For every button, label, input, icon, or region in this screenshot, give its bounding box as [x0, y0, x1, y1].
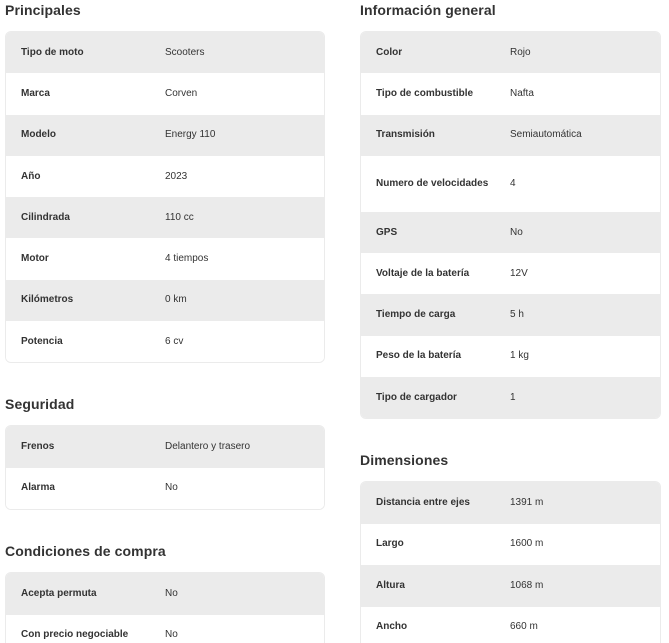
- spec-label: GPS: [376, 226, 398, 238]
- spec-label: Motor: [21, 253, 49, 265]
- spec-label: Largo: [376, 538, 404, 550]
- spec-label: Tiempo de carga: [376, 309, 456, 321]
- informacion-general-title: Información general: [360, 2, 496, 18]
- spec-label: Kilómetros: [21, 294, 74, 306]
- spec-row-kilometros: [6, 280, 324, 321]
- spec-label: Marca: [21, 87, 50, 99]
- spec-value: No: [165, 587, 178, 599]
- spec-value: Energy 110: [165, 129, 216, 141]
- spec-value: 110 cc: [165, 211, 194, 223]
- spec-label: Tipo de cargador: [376, 391, 457, 403]
- spec-row-numero-de-velocidades: [361, 156, 660, 212]
- spec-value: 2023: [165, 170, 188, 182]
- informacion-general-section: [360, 1, 661, 419]
- spec-value: 4: [510, 177, 516, 189]
- seguridad-table: [5, 425, 325, 510]
- spec-label: Año: [21, 170, 41, 182]
- spec-row-frenos: [6, 426, 324, 468]
- spec-label: Peso de la batería: [376, 350, 462, 362]
- spec-label: Tipo de combustible: [376, 87, 474, 99]
- spec-value: 12V: [510, 267, 528, 279]
- spec-value: 6 cv: [165, 335, 184, 347]
- spec-label: Transmisión: [376, 129, 435, 141]
- spec-row-transmision: [361, 115, 660, 156]
- dimensiones-title: Dimensiones: [360, 452, 449, 468]
- spec-value: Delantero y trasero: [165, 440, 251, 452]
- condiciones-table: [5, 572, 325, 643]
- spec-label: Ancho: [376, 621, 408, 633]
- spec-row-largo: [361, 524, 660, 566]
- spec-label: Voltaje de la batería: [376, 267, 470, 279]
- spec-value: 1 kg: [510, 350, 529, 362]
- spec-value: 660 m: [510, 621, 538, 633]
- spec-label: Numero de velocidades: [376, 177, 489, 189]
- spec-label: Altura: [376, 579, 405, 591]
- spec-row-anio: [6, 156, 324, 197]
- spec-row-motor: [6, 238, 324, 279]
- spec-value: 1391 m: [510, 496, 544, 508]
- spec-label: Alarma: [21, 482, 55, 494]
- spec-value: No: [165, 629, 178, 641]
- spec-row-ancho: [361, 607, 660, 643]
- spec-label: Modelo: [21, 129, 56, 141]
- spec-value: Nafta: [510, 87, 534, 99]
- spec-row-marca: [6, 73, 324, 114]
- spec-label: Tipo de moto: [21, 46, 84, 58]
- spec-label: Potencia: [21, 335, 63, 347]
- spec-row-color: [361, 32, 660, 73]
- spec-row-altura: [361, 565, 660, 607]
- spec-value: 1068 m: [510, 579, 544, 591]
- spec-row-potencia: [6, 321, 324, 362]
- spec-row-acepta-permuta: [6, 573, 324, 615]
- spec-row-distancia-entre-ejes: [361, 482, 660, 524]
- spec-row-modelo: [6, 115, 324, 156]
- spec-value: Rojo: [510, 46, 531, 58]
- spec-value: 0 km: [165, 294, 187, 306]
- spec-row-peso-bateria: [361, 336, 660, 377]
- spec-value: 4 tiempos: [165, 253, 209, 265]
- principales-section: [5, 1, 325, 363]
- spec-row-gps: [361, 212, 660, 253]
- principales-table: [5, 31, 325, 363]
- spec-value: 1: [510, 391, 516, 403]
- spec-value: No: [510, 226, 523, 238]
- spec-label: Acepta permuta: [21, 587, 97, 599]
- spec-row-alarma: [6, 468, 324, 510]
- spec-row-precio-negociable: [6, 615, 324, 643]
- spec-value: Semiautomática: [510, 129, 582, 141]
- spec-label: Frenos: [21, 440, 55, 452]
- condiciones-section: [5, 542, 325, 643]
- spec-row-tipo-de-moto: [6, 32, 324, 73]
- dimensiones-section: [360, 451, 661, 643]
- spec-row-cilindrada: [6, 197, 324, 238]
- spec-label: Cilindrada: [21, 211, 70, 223]
- seguridad-section: [5, 395, 325, 510]
- spec-label: Distancia entre ejes: [376, 496, 470, 508]
- spec-value: No: [165, 482, 178, 494]
- spec-value: 5 h: [510, 309, 524, 321]
- spec-value: Scooters: [165, 46, 205, 58]
- spec-value: Corven: [165, 87, 198, 99]
- spec-row-tipo-de-cargador: [361, 377, 660, 418]
- principales-title: Principales: [5, 2, 81, 18]
- spec-label: Color: [376, 46, 403, 58]
- spec-value: 1600 m: [510, 538, 544, 550]
- spec-label: Con precio negociable: [21, 629, 129, 641]
- informacion-general-table: [360, 31, 661, 419]
- dimensiones-table: [360, 481, 661, 643]
- condiciones-title: Condiciones de compra: [5, 543, 166, 559]
- spec-row-tiempo-de-carga: [361, 294, 660, 335]
- spec-row-tipo-de-combustible: [361, 73, 660, 114]
- spec-row-voltaje-bateria: [361, 253, 660, 294]
- seguridad-title: Seguridad: [5, 396, 75, 412]
